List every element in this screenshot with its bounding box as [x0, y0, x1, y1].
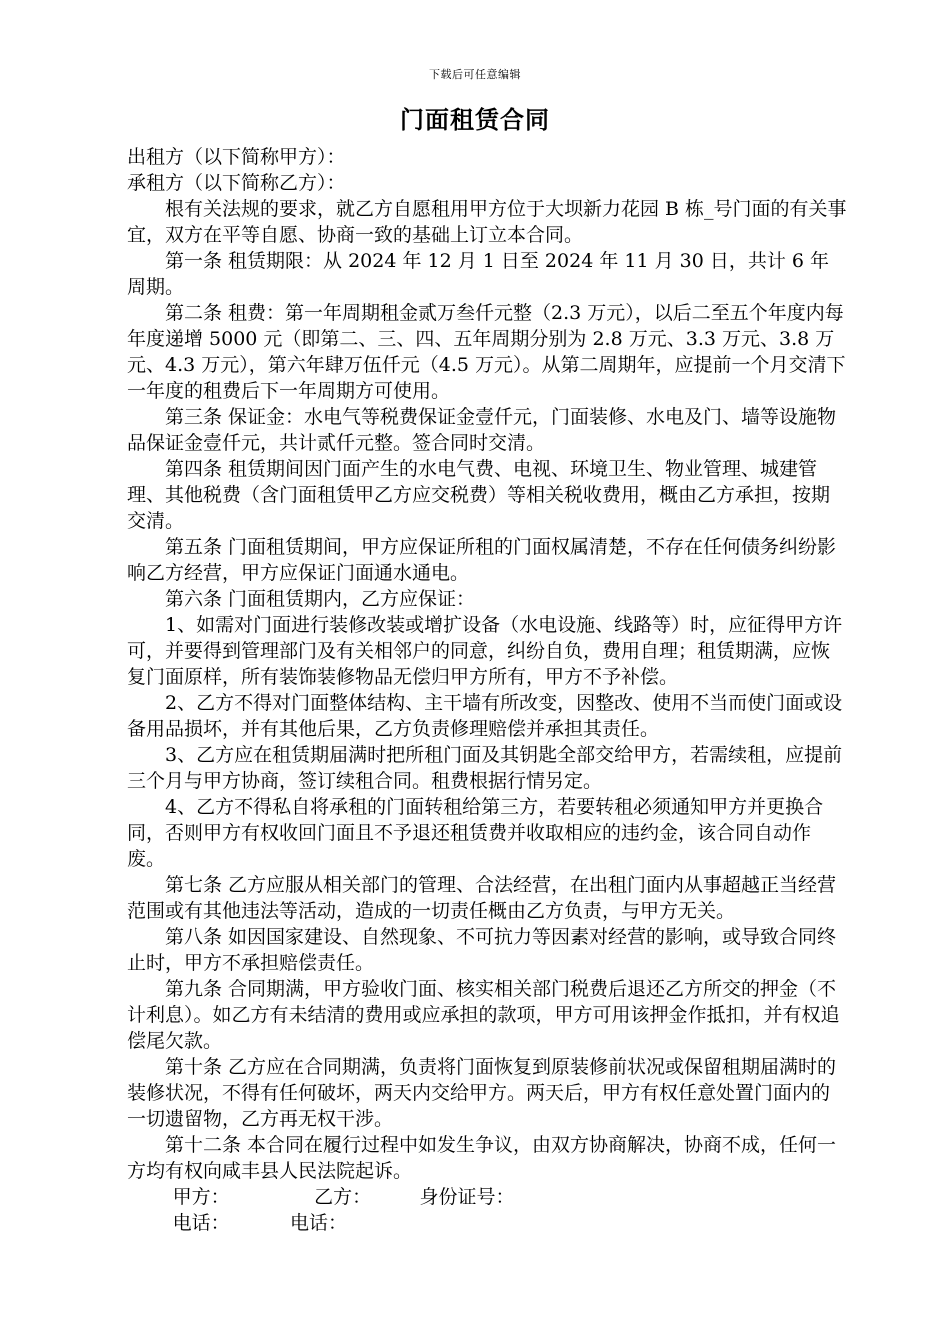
phone-b-label: 电话： — [290, 1212, 348, 1234]
contract-title: 门面租赁合同 — [400, 105, 550, 134]
article-10-handover: 第十条 乙方应在合同期满，负责将门面恢复到原装修前状况或保留租期届满时的装修状况，不得有任何破坏，两天内交给甲方。两天后，甲方有权任意处置门面内的一切遗留物，乙方再无权干涉。 — [127, 1056, 837, 1130]
article-1-term: 第一条 租赁期限：从 2024 年 12 月 1 日至 2024 年 11 月 30 日，共计 6 年周期。 — [127, 250, 830, 298]
header-note: 下载后可任意编辑 — [429, 68, 521, 81]
article-8-force-majeure: 第八条 如因国家建设、自然现象、不可抗力等因素对经营的影响，或导致合同终止时，甲方不承担赔偿责任。 — [127, 926, 837, 974]
party-b-label: 乙方： — [314, 1186, 372, 1208]
signature-row — [127, 1184, 847, 1210]
article-12-disputes: 第十二条 本合同在履行过程中如发生争议，由双方协商解决，协商不成，任何一方均有权向咸丰县人民法院起诉。 — [127, 1134, 837, 1182]
id-number-label: 身份证号： — [419, 1186, 515, 1208]
preamble-paragraph: 根有关法规的要求，就乙方自愿租用甲方位于大坝新力花园 B 栋_号门面的有关事宜，双方在平等自愿、协商一致的基础上订立本合同。 — [127, 198, 847, 246]
article-5-lessor-guarantee: 第五条 门面租赁期间，甲方应保证所租的门面权属清楚，不存在任何债务纠纷影响乙方经营，甲方应保证门面通水通电。 — [127, 536, 837, 584]
article-6-item-4: 4、乙方不得私自将承租的门面转租给第三方，若要转租必须通知甲方并更换合同，否则甲方有权收回门面且不予退还租赁费并收取相应的违约金，该合同自动作废。 — [127, 796, 824, 870]
article-7-compliance: 第七条 乙方应服从相关部门的管理、合法经营，在出租门面内从事超越正当经营范围或有其他违法等活动，造成的一切责任概由乙方负责，与甲方无关。 — [127, 874, 837, 922]
contract-body — [127, 144, 847, 1236]
article-6-item-1: 1、如需对门面进行装修改装或增扩设备（水电设施、线路等）时，应征得甲方许可，并要得到管理部门及有关相邻户的同意，纠纷自负，费用自理；租赁期满，应恢复门面原样，所有装饰装修物品无偿归甲方所有，甲方不予补偿。 — [127, 614, 843, 688]
article-9-deposit-refund: 第九条 合同期满，甲方验收门面、核实相关部门税费后退还乙方所交的押金（不计利息）。如乙方有未结清的费用或应承担的款项，甲方可用该押金作抵扣，并有权追偿尾欠款。 — [127, 978, 840, 1052]
article-6-lessee-guarantee: 第六条 门面租赁期内，乙方应保证： — [165, 588, 476, 610]
article-6-item-2: 2、乙方不得对门面整体结构、主干墙有所改变，因整改、使用不当而使门面或设备用品损坏，并有其他后果，乙方负责修理赔偿并承担其责任。 — [127, 692, 843, 740]
lessor-line: 出租方（以下简称甲方）： — [127, 146, 346, 168]
party-a-label: 甲方： — [172, 1186, 230, 1208]
article-6-item-3: 3、乙方应在租赁期届满时把所租门面及其钥匙全部交给甲方，若需续租，应提前三个月与甲方协商，签订续租合同。租费根据行情另定。 — [127, 744, 843, 792]
lessee-line: 承租方（以下简称乙方）： — [127, 172, 346, 194]
article-3-deposit: 第三条 保证金：水电气等税费保证金壹仟元，门面装修、水电及门、墙等设施物品保证金壹仟元，共计贰仟元整。签合同时交清。 — [127, 406, 837, 454]
phone-row — [127, 1210, 847, 1236]
phone-a-label: 电话： — [172, 1212, 230, 1234]
article-4-fees: 第四条 租赁期间因门面产生的水电气费、电视、环境卫生、物业管理、城建管理、其他税费（含门面租赁甲乙方应交税费）等相关税收费用，概由乙方承担，按期交清。 — [127, 458, 831, 532]
article-2-rent: 第二条 租费：第一年周期租金贰万叁仟元整（2.3 万元），以后二至五个年度内每年度递增 5000 元（即第二、三、四、五年周期分别为 2.8 万元、3.3 万元、3.8 万元、4.3 万元），第六年肆万伍仟元（4.5 万元）。从第二周期年，应提前一个月交清下一年度的租费后下一年周期方可使用。 — [127, 302, 846, 402]
